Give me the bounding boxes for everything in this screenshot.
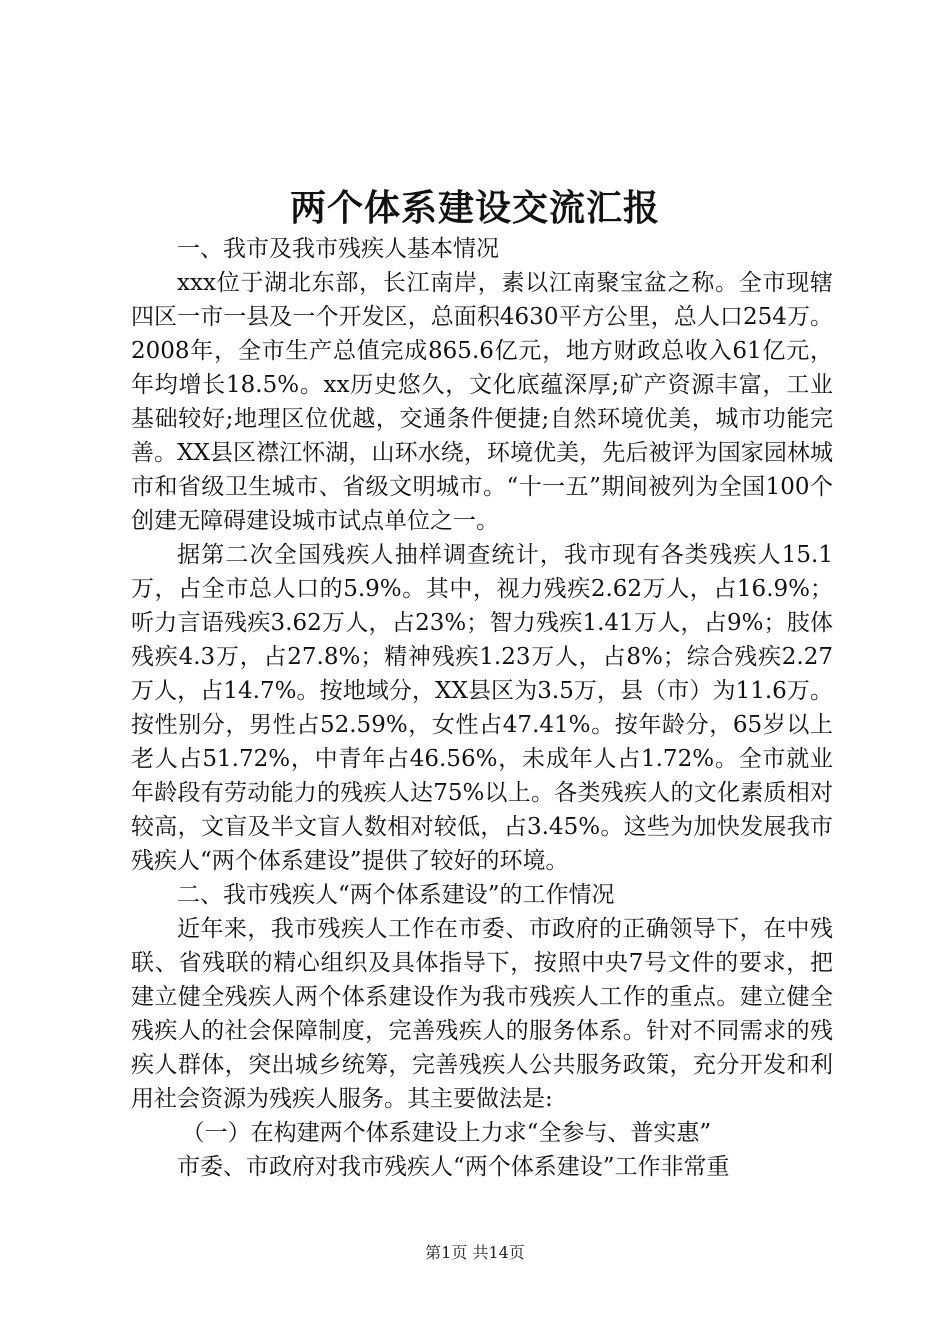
document-body bbox=[131, 232, 833, 1184]
paragraph-continuation: 市委、市政府对我市残疾人“两个体系建设”工作非常重 bbox=[177, 1154, 730, 1180]
paragraph-city-overview: xxx位于湖北东部，长江南岸，素以江南聚宝盆之称。全市现辖四区一市一县及一个开发区，总面积4630平方公里，总人口254万。2008年，全市生产总值完成865.6亿元，地方财政总收入61亿元，年均增长18.5%。xx历史悠久，文化底蕴深厚;矿产资源丰富，工业基础较好;地理区位优越，交通条件便捷;自然环境优美，城市功能完善。XX县区襟江怀湖，山环水绕，环境优美，先后被评为国家园林城市和省级卫生城市、省级文明城市。“十一五”期间被列为全国100个创建无障碍建设城市试点单位之一。 bbox=[131, 270, 833, 534]
section-heading-1: 一、我市及我市残疾人基本情况 bbox=[177, 236, 499, 262]
subsection-heading-1: （一）在构建两个体系建设上力求“全参与、普实惠” bbox=[181, 1120, 712, 1146]
page-footer: 第1页 共14页 bbox=[425, 1243, 525, 1262]
section-heading-2: 二、我市残疾人“两个体系建设”的工作情况 bbox=[177, 882, 615, 908]
paragraph-disability-statistics: 据第二次全国残疾人抽样调查统计，我市现有各类残疾人15.1万，占全市总人口的5.9%。其中，视力残疾2.62万人，占16.9%；听力言语残疾3.62万人，占23%；智力残疾1.41万人，占9%；肢体残疾4.3万，占27.8%；精神残疾1.23万人，占8%；综合残疾2.27万人，占14.7%。按地域分，XX县区为3.5万，县（市）为11.6万。按性别分，男性占52.59%，女性占47.41%。按年龄分，65岁以上老人占51.72%，中青年占46.56%，未成年人占1.72%。全市就业年龄段有劳动能力的残疾人达75%以上。各类残疾人的文化素质相对较高，文盲及半文盲人数相对较低，占3.45%。这些为加快发展我市残疾人“两个体系建设”提供了较好的环境。 bbox=[131, 542, 833, 874]
paragraph-work-overview: 近年来，我市残疾人工作在市委、市政府的正确领导下，在中残联、省残联的精心组织及具体指导下，按照中央7号文件的要求，把建立健全残疾人两个体系建设作为我市残疾人工作的重点。建立健全残疾人的社会保障制度，完善残疾人的服务体系。针对不同需求的残疾人群体，突出城乡统筹，完善残疾人公共服务政策，充分开发和利用社会资源为残疾人服务。其主要做法是: bbox=[131, 916, 833, 1112]
document-title: 两个体系建设交流汇报 bbox=[289, 187, 660, 229]
